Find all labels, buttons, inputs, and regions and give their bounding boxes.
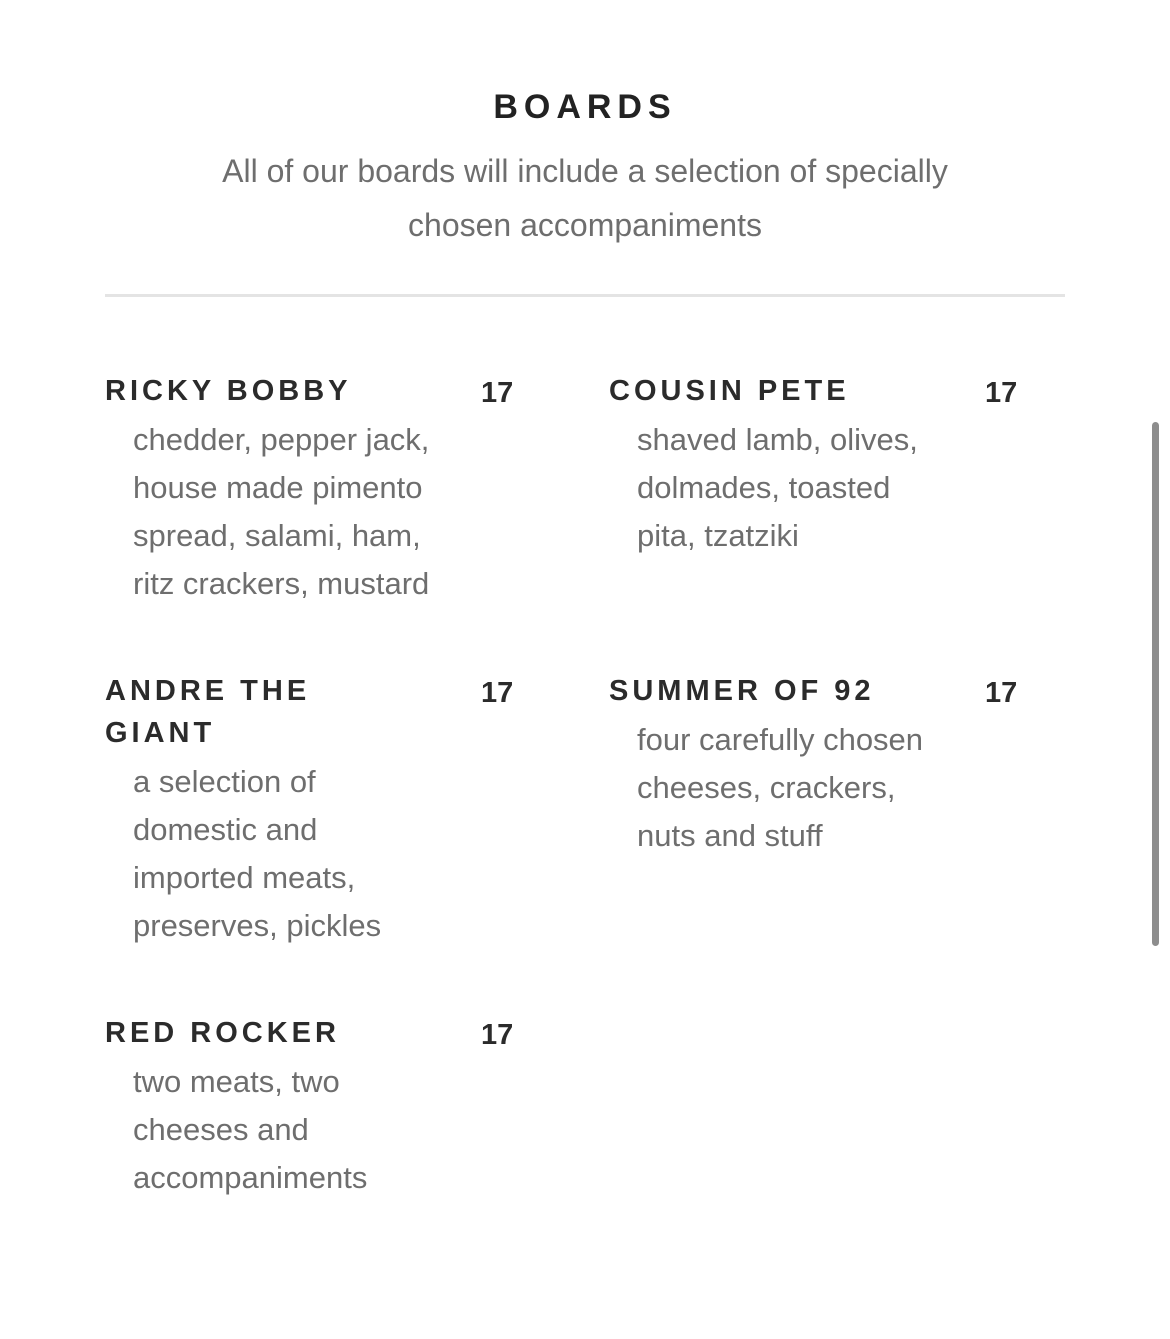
menu-item-summer-of-92 bbox=[609, 670, 1029, 860]
scrollbar[interactable] bbox=[1152, 422, 1159, 946]
section-title: BOARDS bbox=[493, 88, 677, 126]
item-name: COUSIN PETE bbox=[609, 375, 850, 407]
item-price: 17 bbox=[481, 677, 514, 709]
item-description: a selection of domestic and imported meats, preserves, pickles bbox=[133, 764, 382, 943]
item-name: RICKY BOBBY bbox=[105, 375, 352, 407]
menu-item-ricky-bobby bbox=[105, 370, 525, 608]
menu-item-cousin-pete bbox=[609, 370, 1029, 560]
item-name: ANDRE THE GIANT bbox=[105, 675, 311, 749]
item-price: 17 bbox=[985, 377, 1018, 409]
item-price: 17 bbox=[481, 1019, 514, 1051]
section-subtitle: All of our boards will include a selection of specially chosen accompaniments bbox=[222, 153, 948, 243]
menu-item-red-rocker bbox=[105, 1012, 525, 1202]
menu-item-andre-the-giant bbox=[105, 670, 525, 950]
item-description: chedder, pepper jack, house made pimento spread, salami, ham, ritz crackers, mustard bbox=[133, 422, 430, 601]
item-name: SUMMER OF 92 bbox=[609, 675, 875, 707]
item-price: 17 bbox=[481, 377, 514, 409]
item-description: shaved lamb, olives, dolmades, toasted pita, tzatziki bbox=[637, 422, 918, 553]
item-description: two meats, two cheeses and accompaniments bbox=[133, 1064, 368, 1195]
item-price: 17 bbox=[985, 677, 1018, 709]
item-description: four carefully chosen cheeses, crackers, nuts and stuff bbox=[637, 722, 924, 853]
divider bbox=[105, 294, 1065, 297]
item-name: RED ROCKER bbox=[105, 1017, 340, 1049]
